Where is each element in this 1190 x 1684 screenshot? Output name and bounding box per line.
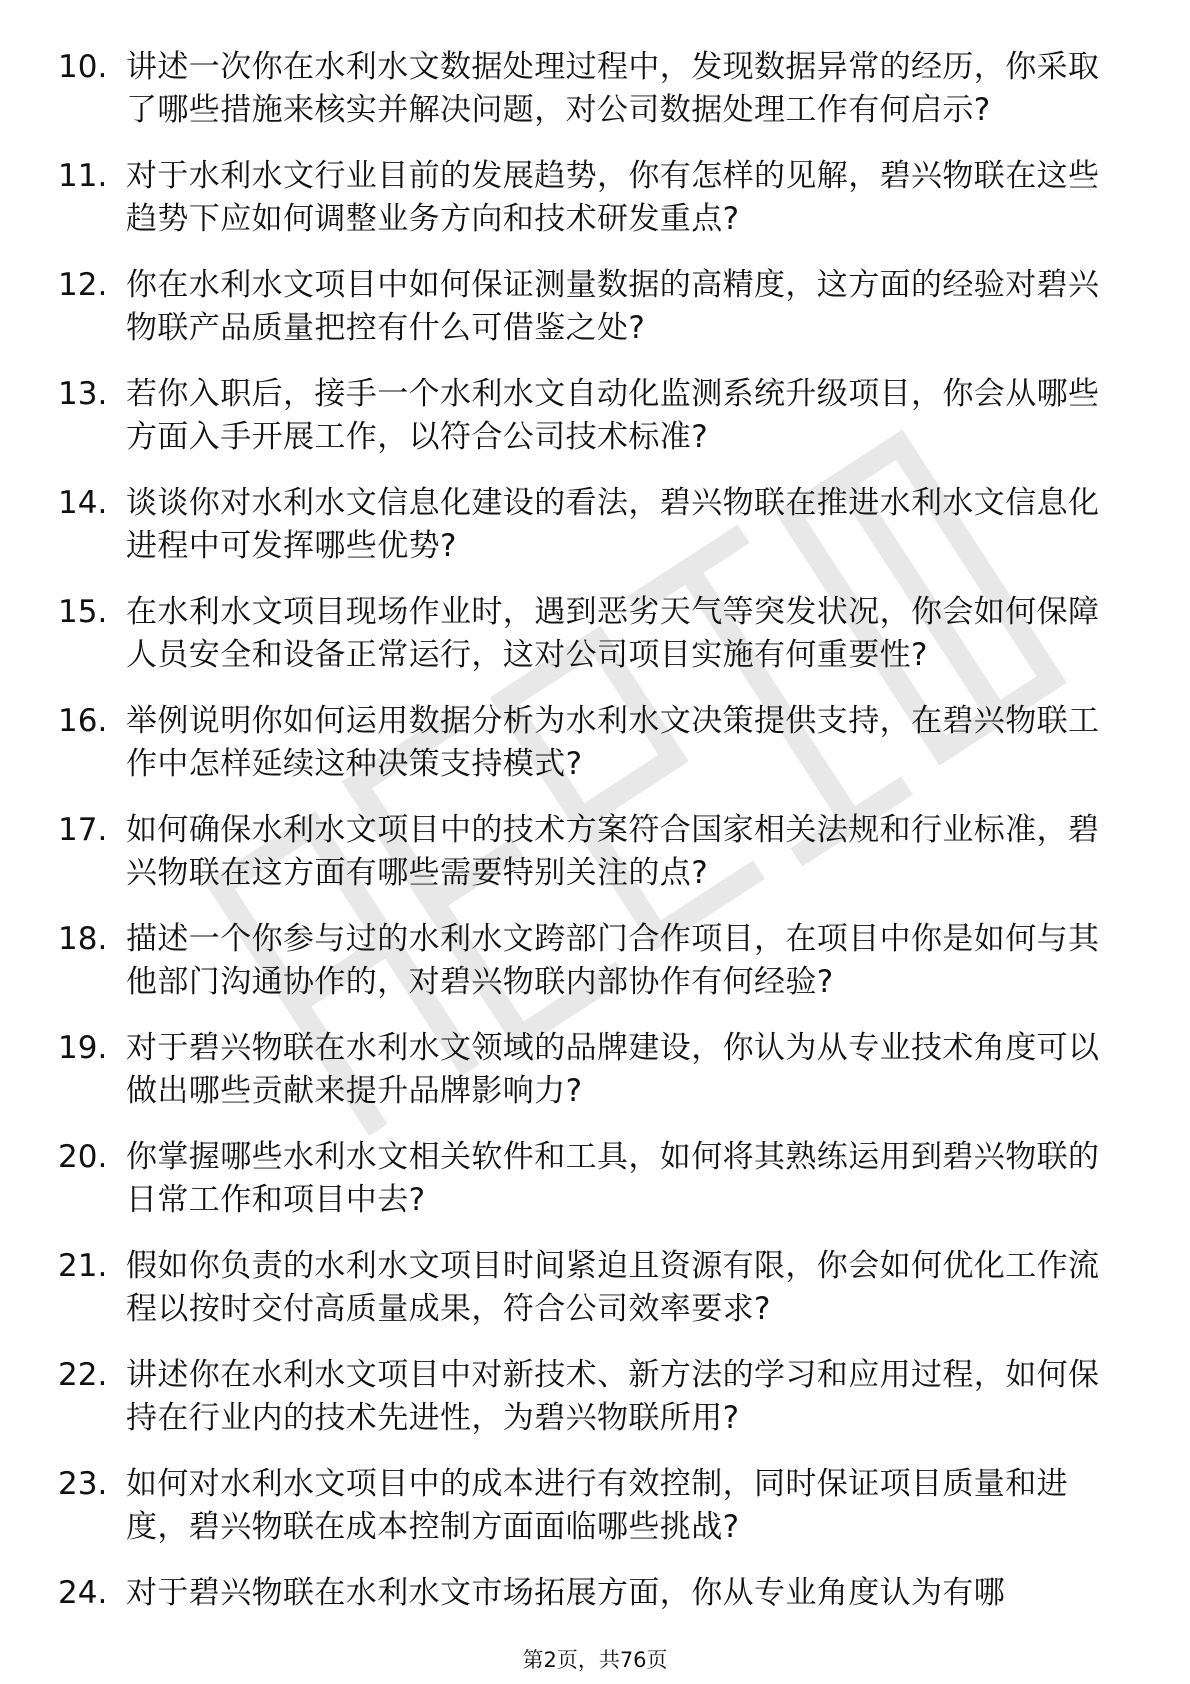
question-item bbox=[58, 1136, 1108, 1222]
question-text: 举例说明你如何运用数据分析为水利水文决策提供支持，在碧兴物联工作中怎样延续这种决策支持模式? bbox=[126, 703, 1100, 782]
question-text: 如何确保水利水文项目中的技术方案符合国家相关法规和行业标准，碧兴物联在这方面有哪些需要特别关注的点? bbox=[126, 812, 1100, 891]
question-item bbox=[58, 46, 1108, 132]
question-number: 23. bbox=[58, 1466, 108, 1502]
question-text: 你在水利水文项目中如何保证测量数据的高精度，这方面的经验对碧兴物联产品质量把控有什么可借鉴之处? bbox=[126, 267, 1100, 346]
page-number-label: 第2页，共76页 bbox=[522, 1648, 668, 1672]
question-item bbox=[58, 1463, 1108, 1549]
question-number: 22. bbox=[58, 1357, 108, 1393]
question-item bbox=[58, 809, 1108, 895]
question-text: 讲述一次你在水利水文数据处理过程中，发现数据异常的经历，你采取了哪些措施来核实并解决问题，对公司数据处理工作有何启示? bbox=[126, 49, 1100, 128]
question-text: 对于碧兴物联在水利水文市场拓展方面，你从专业角度认为有哪 bbox=[126, 1575, 1006, 1611]
question-text: 谈谈你对水利水文信息化建设的看法，碧兴物联在推进水利水文信息化进程中可发挥哪些优势? bbox=[126, 485, 1100, 564]
question-item bbox=[58, 918, 1108, 1004]
question-item bbox=[58, 155, 1108, 241]
question-number: 13. bbox=[58, 376, 108, 412]
question-item bbox=[58, 700, 1108, 786]
question-item bbox=[58, 482, 1108, 568]
question-item bbox=[58, 1245, 1108, 1331]
question-item bbox=[58, 1354, 1108, 1440]
question-text: 若你入职后，接手一个水利水文自动化监测系统升级项目，你会从哪些方面入手开展工作，以符合公司技术标准? bbox=[126, 376, 1100, 455]
question-number: 10. bbox=[58, 49, 108, 85]
question-number: 12. bbox=[58, 267, 108, 303]
question-list bbox=[58, 46, 1108, 1638]
page-footer bbox=[0, 1646, 1190, 1674]
question-item bbox=[58, 264, 1108, 350]
question-number: 24. bbox=[58, 1575, 108, 1611]
question-item bbox=[58, 591, 1108, 677]
question-number: 14. bbox=[58, 485, 108, 521]
question-text: 描述一个你参与过的水利水文跨部门合作项目，在项目中你是如何与其他部门沟通协作的，对碧兴物联内部协作有何经验? bbox=[126, 921, 1100, 1000]
question-text: 对于水利水文行业目前的发展趋势，你有怎样的见解，碧兴物联在这些趋势下应如何调整业务方向和技术研发重点? bbox=[126, 158, 1100, 237]
question-text: 你掌握哪些水利水文相关软件和工具，如何将其熟练运用到碧兴物联的日常工作和项目中去? bbox=[126, 1139, 1100, 1218]
question-item bbox=[58, 1572, 1108, 1615]
question-item bbox=[58, 373, 1108, 459]
question-item bbox=[58, 1027, 1108, 1113]
question-number: 16. bbox=[58, 703, 108, 739]
question-text: 在水利水文项目现场作业时，遇到恶劣天气等突发状况，你会如何保障人员安全和设备正常运行，这对公司项目实施有何重要性? bbox=[126, 594, 1100, 673]
question-number: 17. bbox=[58, 812, 108, 848]
question-number: 11. bbox=[58, 158, 108, 194]
question-number: 15. bbox=[58, 594, 108, 630]
question-text: 对于碧兴物联在水利水文领域的品牌建设，你认为从专业技术角度可以做出哪些贡献来提升品牌影响力? bbox=[126, 1030, 1100, 1109]
question-text: 如何对水利水文项目中的成本进行有效控制，同时保证项目质量和进度，碧兴物联在成本控制方面面临哪些挑战? bbox=[126, 1466, 1068, 1545]
question-text: 讲述你在水利水文项目中对新技术、新方法的学习和应用过程，如何保持在行业内的技术先进性，为碧兴物联所用? bbox=[126, 1357, 1100, 1436]
question-text: 假如你负责的水利水文项目时间紧迫且资源有限，你会如何优化工作流程以按时交付高质量成果，符合公司效率要求? bbox=[126, 1248, 1100, 1327]
question-number: 20. bbox=[58, 1139, 108, 1175]
question-number: 19. bbox=[58, 1030, 108, 1066]
question-number: 21. bbox=[58, 1248, 108, 1284]
question-number: 18. bbox=[58, 921, 108, 957]
